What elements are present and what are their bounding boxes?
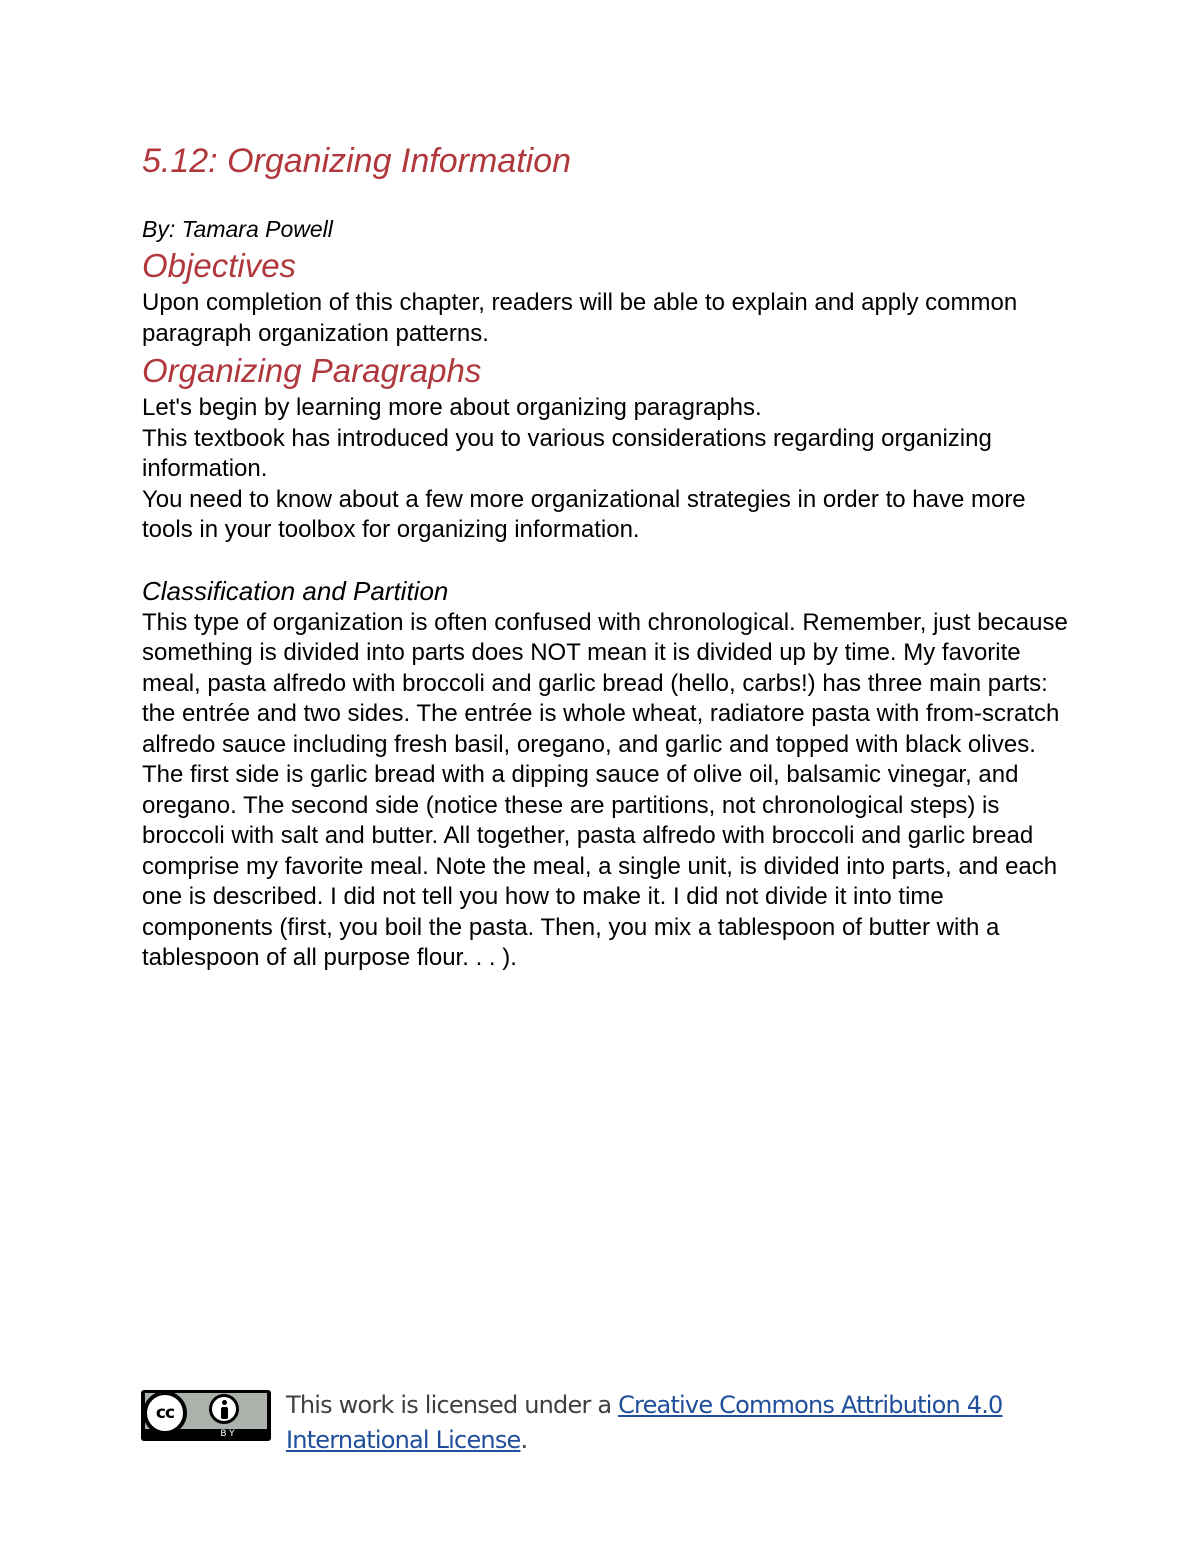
paragraph-strategies: You need to know about a few more organizational strategies in order to have more tools in your toolbox for organizing information. (142, 485, 1026, 543)
license-prefix: This work is licensed under a (286, 1391, 619, 1419)
by-label: BY (220, 1429, 238, 1439)
person-body (221, 1407, 228, 1419)
classification-paragraph: This type of organization is often confused with chronological. Remember, just because something is divided into parts does NOT mean it is divided up by time. My favorite meal, pasta alfredo with broccoli and garlic bread (hello, carbs!) has three main parts: the entrée and two sides. The entrée is whole wheat, radiatore pasta with from-scratch alfredo sauce including fresh basil, oregano, and garlic and topped with black olives. The first side is garlic bread with a dipping sauce of olive oil, balsamic vinegar, and oregano. The second side (notice these are partitions, not chronological steps) is broccoli with salt and butter. All together, pasta alfredo with broccoli and garlic bread comprise my favorite meal. Note the meal, a single unit, is divided into parts, and each one is described. I did not tell you how to make it. I did not divide it into time components (first, you boil the pasta. Then, you mix a tablespoon of butter with a tablespoon of all purpose flour. . . ). (142, 608, 1068, 971)
paragraph-considerations: This textbook has introduced you to various considerations regarding organizing information. (142, 424, 992, 482)
attribution-person-icon (209, 1394, 239, 1424)
license-link[interactable]: Creative Commons Attribution 4.0 International License (286, 1391, 1003, 1454)
objectives-heading: Objectives (142, 247, 297, 284)
person-head (222, 1400, 227, 1405)
cc-icon: cc (143, 1391, 187, 1435)
author-byline: By: Tamara Powell (142, 216, 333, 242)
page-title: 5.12: Organizing Information (142, 142, 572, 180)
license-statement (286, 1388, 1076, 1458)
paragraph-intro: Let's begin by learning more about organizing paragraphs. (142, 394, 762, 421)
license-suffix: . (520, 1426, 528, 1454)
classification-partition-heading: Classification and Partition (142, 575, 449, 606)
document-body (142, 138, 1072, 974)
organizing-paragraphs-heading: Organizing Paragraphs (142, 352, 482, 389)
objectives-paragraph: Upon completion of this chapter, readers will be able to explain and apply common paragraph organization patterns. (142, 289, 1018, 347)
cc-by-license-icon[interactable] (141, 1390, 271, 1441)
